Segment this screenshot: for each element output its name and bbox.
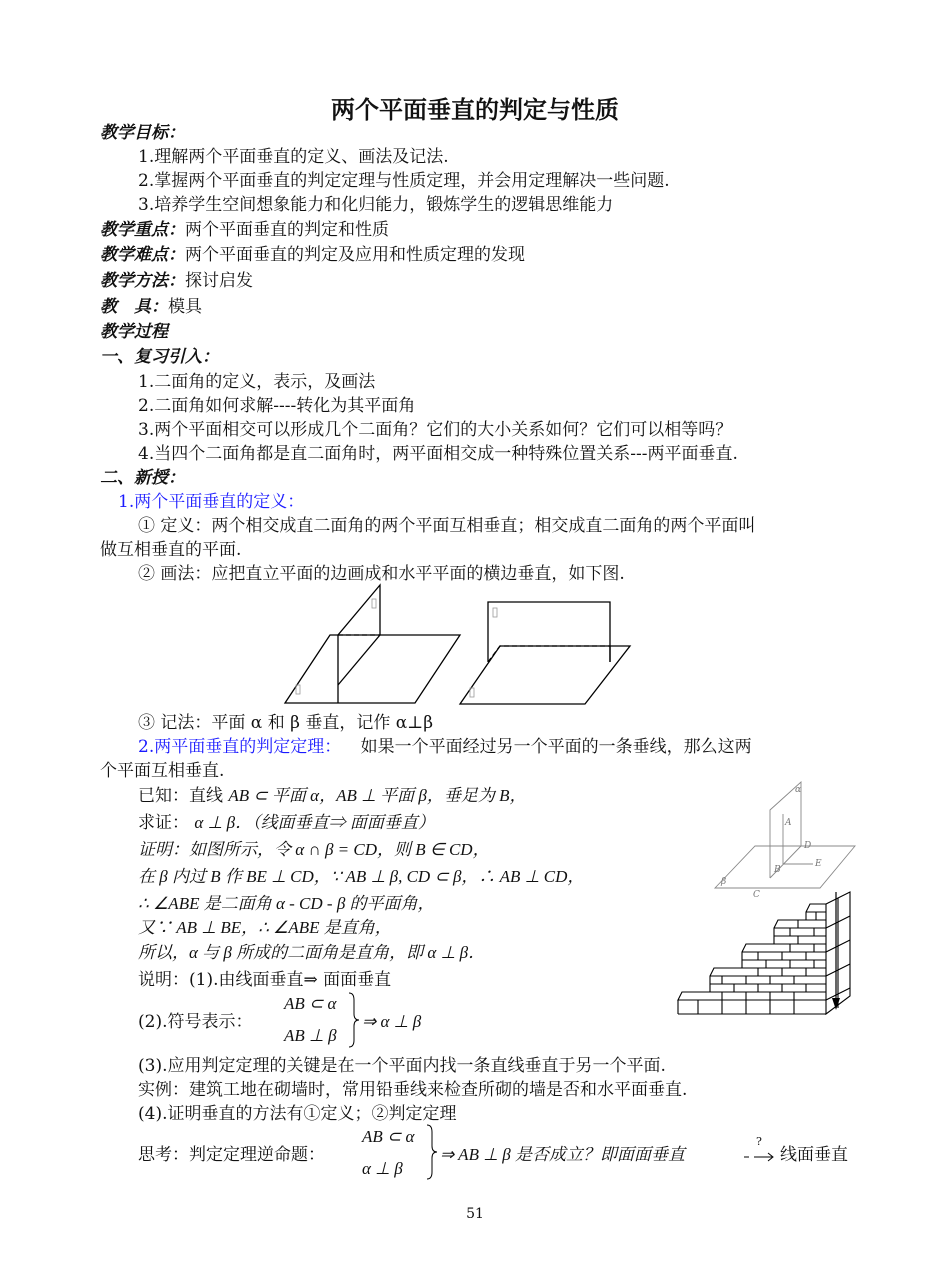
note-line: (3).应用判定定理的关键是在一个平面内找一条直线垂直于另一个平面. xyxy=(138,1056,666,1076)
difficulty-label: 教学难点： xyxy=(100,245,185,265)
arrow-right-icon xyxy=(744,1152,776,1162)
think-end: 线面垂直 xyxy=(780,1145,848,1165)
think-top: AB ⊂ α xyxy=(362,1127,415,1146)
perpendicular-planes-figure-right xyxy=(460,600,635,708)
drawing-method: ② 画法：应把直立平面的边画成和水平平面的横边垂直，如下图. xyxy=(138,564,625,584)
proof-line: 证明：如图所示，令 α ∩ β = CD，则 B ∈ CD， xyxy=(138,840,490,859)
tools-text: 模具 xyxy=(168,297,202,317)
key-point-label: 教学重点： xyxy=(100,220,185,240)
think-bottom: α ⊥ β xyxy=(362,1159,403,1178)
prove-text: α ⊥ β．（线面垂直⇒ 面面垂直） xyxy=(194,813,435,832)
tools-row xyxy=(100,296,202,318)
given-text: AB ⊂ 平面 α，AB ⊥ 平面 β，垂足为 B， xyxy=(228,786,527,805)
example-line: 实例：建筑工地在砌墙时，常用铅垂线来检查所砌的墙是否和水平面垂直. xyxy=(138,1080,688,1100)
theorem-text: 如果一个平面经过另一个平面的一条垂线，那么这两 xyxy=(360,737,752,757)
proof-line: 在 β 内过 B 作 BE ⊥ CD，∵ AB ⊥ β, CD ⊂ β，∴ AB ⊥ CD， xyxy=(138,867,585,886)
theorem-heading: 2.两平面垂直的判定定理： xyxy=(138,737,342,757)
think-result: ⇒ AB ⊥ β 是否成立？即面面垂直 xyxy=(440,1145,685,1164)
tools-label: 教 具： xyxy=(100,297,168,317)
symbol-bottom: AB ⊥ β xyxy=(284,1026,337,1045)
label-beta: β xyxy=(721,877,727,887)
proof-line: 所以，α 与 β 所成的二面角是直角，即 α ⊥ β． xyxy=(138,943,486,962)
key-point-row xyxy=(100,219,389,241)
key-point-text: 两个平面垂直的判定和性质 xyxy=(185,220,389,240)
label-A: A xyxy=(785,818,792,828)
review-label: 一、复习引入： xyxy=(100,347,219,367)
review-item: 2.二面角如何求解----转化为其平面角 xyxy=(138,396,416,416)
page-title: 两个平面垂直的判定与性质 xyxy=(331,96,619,124)
goal-item: 1.理解两个平面垂直的定义、画法及记法. xyxy=(138,147,449,167)
label-D: D xyxy=(804,841,812,851)
symbol-result: ⇒ α ⊥ β xyxy=(362,1012,422,1031)
notation-line: ③ 记法：平面 α 和 β 垂直，记作 α⊥β xyxy=(138,713,434,733)
proof-line: ∴ ∠ABE 是二面角 α - CD - β 的平面角， xyxy=(138,894,435,913)
method-row xyxy=(100,270,253,292)
difficulty-text: 两个平面垂直的判定及应用和性质定理的发现 xyxy=(185,245,525,265)
definition-line: ① 定义：两个相交成直二面角的两个平面互相垂直；相交成直二面角的两个平面叫 xyxy=(138,516,756,536)
right-brace-icon xyxy=(348,992,360,1048)
label-B: B xyxy=(774,865,781,875)
goal-item: 3.培养学生空间想象能力和化归能力，锻炼学生的逻辑思维能力 xyxy=(138,195,614,215)
brick-wall-figure xyxy=(676,892,856,1016)
given-row xyxy=(138,785,527,807)
page-number: 51 xyxy=(466,1206,484,1222)
right-brace-icon xyxy=(426,1124,438,1180)
given-label: 已知：直线 xyxy=(138,786,223,806)
prove-label: 求证： xyxy=(138,813,189,833)
definition-heading: 1.两个平面垂直的定义： xyxy=(118,492,305,512)
goals-label: 教学目标： xyxy=(100,123,185,143)
label-alpha: α xyxy=(795,785,802,795)
definition-line: 做互相垂直的平面. xyxy=(100,540,242,560)
new-lesson-label: 二、新授： xyxy=(100,468,185,488)
review-item: 1.二面角的定义，表示，及画法 xyxy=(138,372,376,392)
goal-item: 2.掌握两个平面垂直的判定定理与性质定理，并会用定理解决一些问题. xyxy=(138,171,670,191)
proof-figure xyxy=(715,780,865,900)
method-text: 探讨启发 xyxy=(185,271,253,291)
review-item: 3.两个平面相交可以形成几个二面角？它们的大小关系如何？它们可以相等吗？ xyxy=(138,420,733,440)
proof-line: 又∵ AB ⊥ BE，∴ ∠ABE 是直角， xyxy=(138,918,392,937)
symbol-label: (2).符号表示： xyxy=(138,1012,253,1032)
think-question-mark: ? xyxy=(756,1135,762,1148)
label-C: C xyxy=(753,890,760,900)
process-label: 教学过程 xyxy=(100,322,168,342)
prove-row xyxy=(138,812,435,834)
label-E: E xyxy=(815,859,822,869)
method-label: 教学方法： xyxy=(100,271,185,291)
perpendicular-planes-figure-left xyxy=(285,585,465,705)
note-line: 说明：(1).由线面垂直⇒ 面面垂直 xyxy=(138,970,392,990)
think-label: 思考：判定定理逆命题： xyxy=(138,1145,325,1165)
theorem-text-cont: 个平面互相垂直. xyxy=(100,761,225,781)
theorem-row xyxy=(138,736,752,758)
symbol-top: AB ⊂ α xyxy=(284,994,337,1013)
difficulty-row xyxy=(100,244,525,266)
review-item: 4.当四个二面角都是直二面角时，两平面相交成一种特殊位置关系---两平面垂直. xyxy=(138,444,738,464)
note-line: (4).证明垂直的方法有①定义；②判定定理 xyxy=(138,1104,457,1124)
